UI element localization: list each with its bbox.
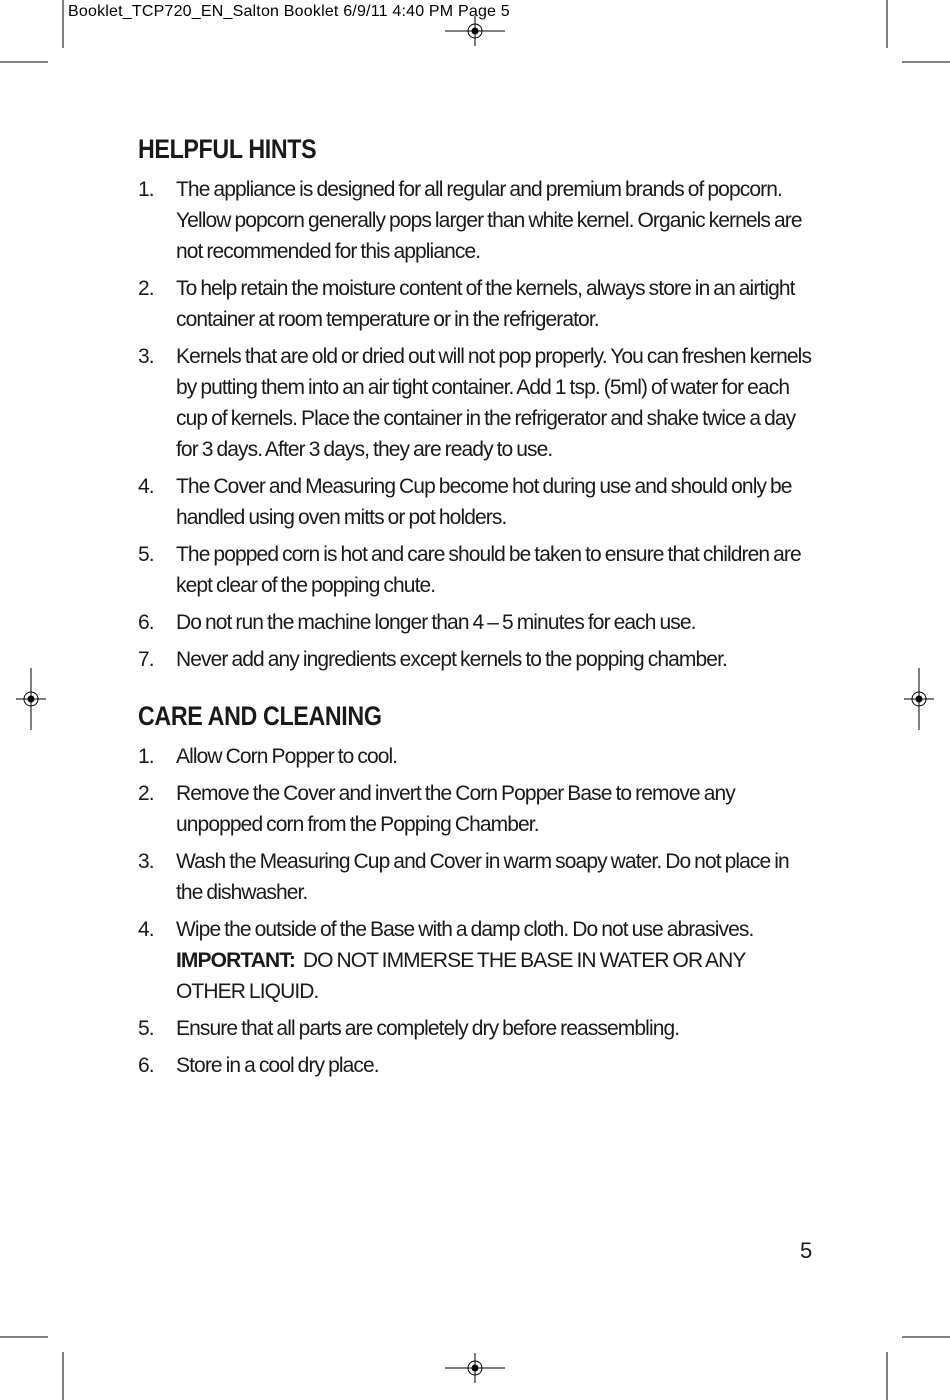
item-number: 3. xyxy=(138,850,154,873)
registration-mark-top xyxy=(445,16,505,46)
item-number: 3. xyxy=(138,345,154,368)
item-number: 4. xyxy=(138,918,154,941)
item-text: Do not run the machine longer than 4 – 5 minutes for each use. xyxy=(176,611,696,634)
list-item xyxy=(138,741,818,772)
list-item xyxy=(138,273,818,335)
item-number: 1. xyxy=(138,745,154,768)
list-item xyxy=(138,607,818,638)
item-number: 2. xyxy=(138,782,154,805)
item-text: Ensure that all parts are completely dry before reassembling. xyxy=(176,1017,680,1040)
list-item xyxy=(138,778,818,840)
page-number: 5 xyxy=(800,1238,813,1263)
list-item xyxy=(138,471,818,533)
list-item xyxy=(138,644,818,675)
list-item xyxy=(138,846,818,908)
item-text: Kernels that are old or dried out will not pop properly. You can freshen kernels by putting them into an air tight container. Add 1 tsp. (5ml) of water for each cup of kernels. Place the container in the refrigerator and shake twice a day for 3 days. After 3 days, they are ready to use. xyxy=(176,345,812,461)
item-text: Wipe the outside of the Base with a damp cloth. Do not use abrasives. xyxy=(176,918,754,941)
helpful-hints-heading: HELPFUL HINTS xyxy=(138,134,317,164)
item-number: 6. xyxy=(138,1054,154,1077)
item-text: To help retain the moisture content of the kernels, always store in an airtight container at room temperature or in the refrigerator. xyxy=(176,277,795,331)
list-item xyxy=(138,1013,818,1044)
list-item xyxy=(138,539,818,601)
print-slug: Booklet_TCP720_EN_Salton Booklet 6/9/11 4:40 PM Page 5 xyxy=(68,3,510,20)
item-text: Store in a cool dry place. xyxy=(176,1054,379,1077)
list-item xyxy=(138,1050,818,1081)
list-item xyxy=(138,174,818,267)
item-number: 7. xyxy=(138,648,154,671)
care-cleaning-list xyxy=(138,741,818,1081)
important-label: IMPORTANT: xyxy=(176,949,295,972)
important-warning: DO NOT IMMERSE THE BASE IN WATER OR ANY OTHER LIQUID. xyxy=(176,949,746,1003)
page-content xyxy=(138,132,818,1087)
item-text: The popped corn is hot and care should be taken to ensure that children are kept clear of the popping chute. xyxy=(176,543,801,597)
list-item xyxy=(138,914,818,1007)
item-text: The appliance is designed for all regular and premium brands of popcorn. Yellow popcorn generally pops larger than white kernel. Organic kernels are not recommended for this appliance. xyxy=(176,178,802,263)
list-item xyxy=(138,341,818,465)
item-number: 1. xyxy=(138,178,154,201)
item-number: 4. xyxy=(138,475,154,498)
item-text: Remove the Cover and invert the Corn Popper Base to remove any unpopped corn from the Popping Chamber. xyxy=(176,782,735,836)
item-text: Never add any ingredients except kernels to the popping chamber. xyxy=(176,648,727,671)
item-number: 2. xyxy=(138,277,154,300)
registration-mark-right xyxy=(904,668,934,730)
item-text: Allow Corn Popper to cool. xyxy=(176,745,398,768)
care-cleaning-heading: CARE AND CLEANING xyxy=(138,701,382,731)
item-number: 5. xyxy=(138,543,154,566)
helpful-hints-list xyxy=(138,174,818,675)
registration-mark-bottom xyxy=(445,1353,505,1383)
item-number: 5. xyxy=(138,1017,154,1040)
item-number: 6. xyxy=(138,611,154,634)
item-text: Wash the Measuring Cup and Cover in warm soapy water. Do not place in the dishwasher. xyxy=(176,850,789,904)
registration-mark-left xyxy=(16,668,46,730)
item-text: The Cover and Measuring Cup become hot during use and should only be handled using oven mitts or pot holders. xyxy=(176,475,792,529)
